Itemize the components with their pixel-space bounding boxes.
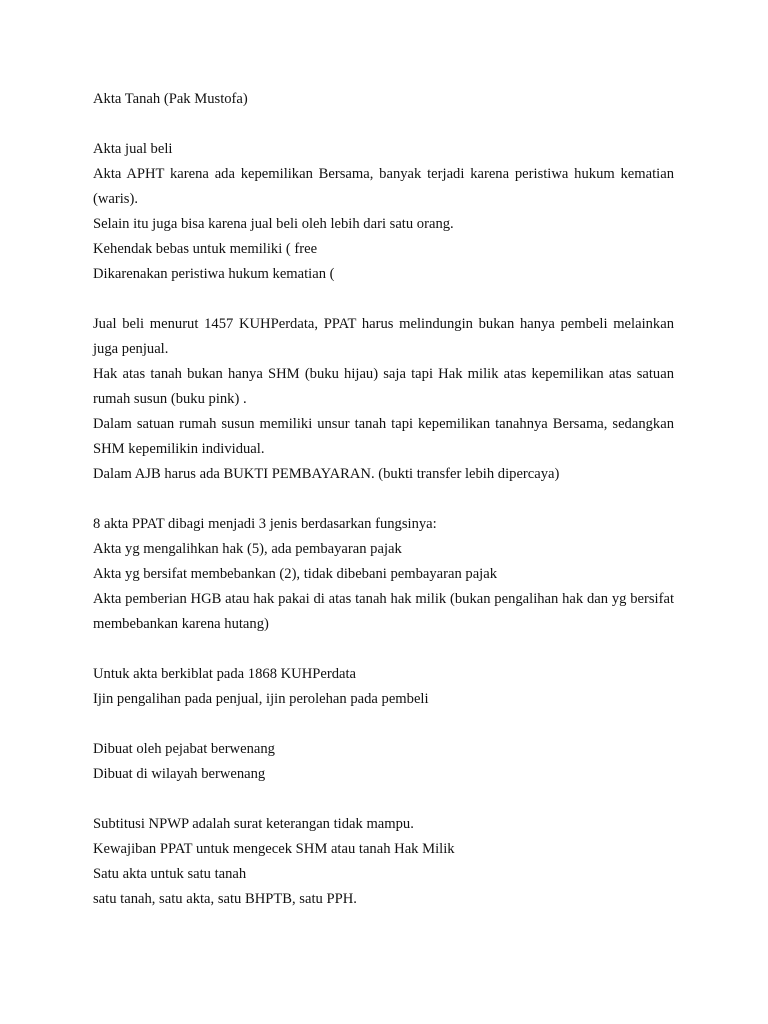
- section-heading-akta-jual-beli: Akta jual beli: [93, 141, 173, 157]
- blank-line: [93, 787, 674, 812]
- document-title: Akta Tanah (Pak Mustofa): [93, 91, 248, 107]
- paragraph-1868-kuhperdata: Untuk akta berkiblat pada 1868 KUHPerdata: [93, 666, 357, 682]
- paragraph-bukti-pembayaran: Dalam AJB harus ada BUKTI PEMBAYARAN. (bukti transfer lebih dipercaya): [93, 466, 560, 482]
- paragraph-kewajiban-ppat: Kewajiban PPAT untuk mengecek SHM atau tanah Hak Milik: [93, 841, 455, 857]
- paragraph-ijin-pengalihan: Ijin pengalihan pada penjual, ijin perolehan pada pembeli: [93, 691, 429, 707]
- paragraph-jual-beli-lebih-satu: Selain itu juga bisa karena jual beli oleh lebih dari satu orang.: [93, 216, 454, 232]
- paragraph-satu-tanah-satu-akta: satu tanah, satu akta, satu BHPTB, satu PPH.: [93, 891, 357, 907]
- paragraph-wilayah-berwenang: Dibuat di wilayah berwenang: [93, 766, 266, 782]
- paragraph-satuan-rumah-susun: Dalam satuan rumah susun memiliki unsur tanah tapi kepemilikan tanahnya Bersama, sedangkan SHM kepemilikin individual.: [93, 416, 674, 457]
- paragraph-satu-akta-satu-tanah: Satu akta untuk satu tanah: [93, 866, 247, 882]
- blank-line: [93, 112, 674, 137]
- paragraph-peristiwa-kematian: Dikarenakan peristiwa hukum kematian (: [93, 266, 335, 282]
- paragraph-8-akta-ppat: 8 akta PPAT dibagi menjadi 3 jenis berdasarkan fungsinya:: [93, 516, 437, 532]
- paragraph-subtitusi-npwp: Subtitusi NPWP adalah surat keterangan tidak mampu.: [93, 816, 414, 832]
- paragraph-kehendak-bebas: Kehendak bebas untuk memiliki ( free: [93, 241, 318, 257]
- document-body: [93, 87, 674, 912]
- paragraph-hak-atas-tanah: Hak atas tanah bukan hanya SHM (buku hijau) saja tapi Hak milik atas kepemilikan atas satuan rumah susun (buku pink) .: [93, 366, 674, 407]
- blank-line: [93, 712, 674, 737]
- paragraph-1457-kuhperdata: Jual beli menurut 1457 KUHPerdata, PPAT harus melindungin bukan hanya pembeli melainkan juga penjual.: [93, 316, 674, 357]
- blank-line: [93, 637, 674, 662]
- paragraph-akta-membebankan: Akta yg bersifat membebankan (2), tidak dibebani pembayaran pajak: [93, 566, 498, 582]
- paragraph-akta-mengalihkan-hak: Akta yg mengalihkan hak (5), ada pembayaran pajak: [93, 541, 402, 557]
- paragraph-apht: Akta APHT karena ada kepemilikan Bersama, banyak terjadi karena peristiwa hukum kematian (waris).: [93, 166, 674, 207]
- blank-line: [93, 287, 674, 312]
- blank-line: [93, 487, 674, 512]
- paragraph-pejabat-berwenang: Dibuat oleh pejabat berwenang: [93, 741, 275, 757]
- paragraph-akta-pemberian-hgb: Akta pemberian HGB atau hak pakai di atas tanah hak milik (bukan pengalihan hak dan yg bersifat membebankan karena hutang): [93, 591, 674, 632]
